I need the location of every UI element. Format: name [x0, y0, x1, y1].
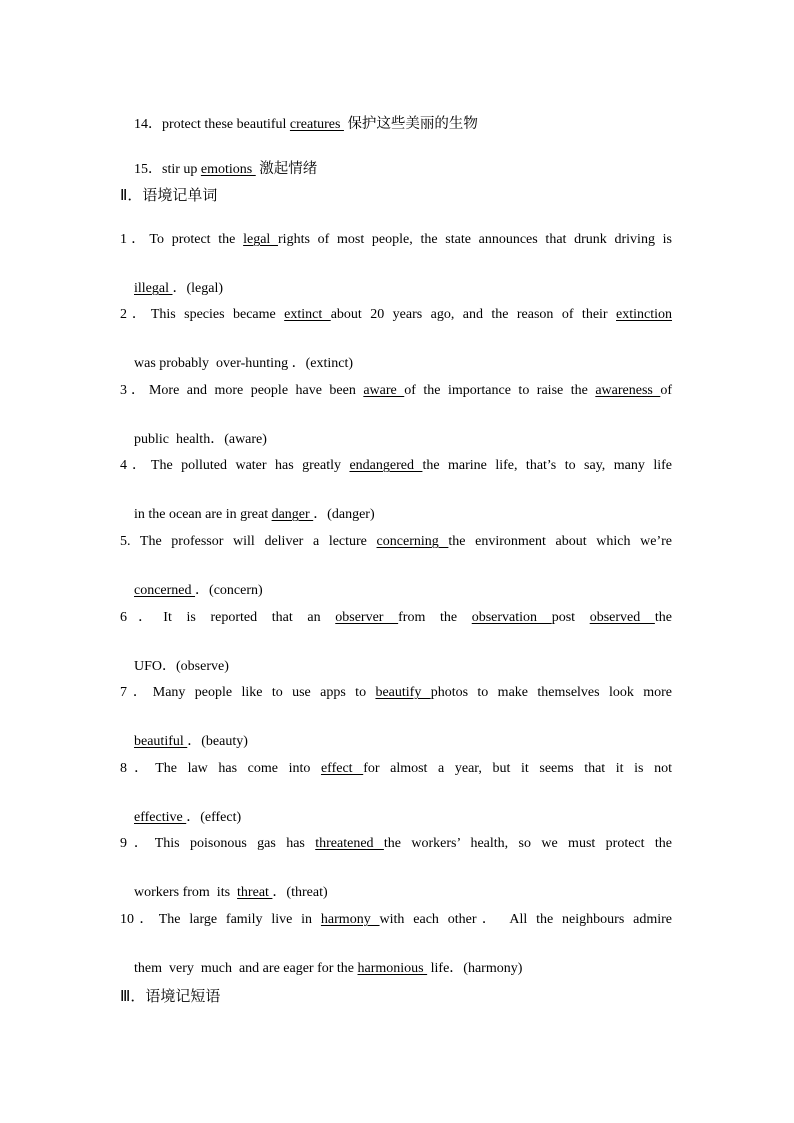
answer-blank: concerning	[376, 534, 449, 549]
question-text: ．(legal)	[172, 281, 224, 296]
question-text: 5. The professor will deliver a lecture	[120, 534, 377, 549]
answer-blank: creatures	[289, 117, 344, 132]
answer-blank: aware	[363, 383, 405, 398]
section-3-heading: Ⅲ．语境记短语	[120, 987, 221, 1005]
answer-blank: extinct	[284, 307, 331, 322]
question-text: UFO．(observe)	[134, 659, 229, 674]
question-text: 4．The polluted water has greatly	[120, 458, 350, 473]
question-5-line-1	[120, 533, 672, 551]
question-text: 2．This species became	[120, 307, 285, 322]
question-9-line-1	[120, 835, 672, 853]
answer-blank: effect	[320, 761, 364, 776]
question-text: public health．(aware)	[134, 432, 267, 447]
answer-blank: awareness	[595, 383, 661, 398]
question-10-line-1	[120, 911, 672, 929]
question-text: with each other． All the neighbours admire	[379, 912, 672, 927]
answer-blank: threat	[237, 885, 273, 900]
question-2-line-1	[120, 306, 672, 324]
question-text: in the ocean are in great	[134, 507, 272, 522]
question-text: 10．The large family live in	[120, 912, 321, 927]
item-translation: 激起情绪	[259, 161, 318, 177]
question-text: them very much and are eager for the	[134, 961, 358, 976]
question-text: photos to make themselves look more	[430, 685, 672, 700]
question-text: post	[551, 610, 590, 625]
question-text: of	[660, 383, 672, 398]
question-text: the environment about which we’re	[448, 534, 672, 549]
question-text: ．(concern)	[195, 583, 263, 598]
answer-blank: beautify	[375, 685, 431, 700]
question-3-line-1	[120, 382, 672, 400]
question-text: about 20 years ago, and the reason of their	[330, 307, 617, 322]
question-text: the marine life, that’s to say, many life	[422, 458, 672, 473]
question-text: the	[654, 610, 672, 625]
answer-blank: legal	[243, 232, 279, 247]
question-text: was probably over-hunting ．(extinct)	[134, 356, 353, 371]
answer-blank: observer	[335, 610, 399, 625]
question-4-line-1	[120, 457, 672, 475]
answer-blank: observation	[471, 610, 552, 625]
answer-blank: effective	[134, 810, 187, 825]
item-number: 15．	[134, 162, 162, 177]
question-text: 9．This poisonous gas has	[120, 836, 316, 851]
question-text: rights of most people, the state announces that drunk driving is	[278, 232, 672, 247]
question-text: for almost a year, but it seems that it is not	[363, 761, 673, 776]
question-6-line-1	[120, 609, 672, 627]
question-text: workers from its	[134, 885, 238, 900]
answer-blank: endangered	[349, 458, 423, 473]
question-text: ．(beauty)	[187, 734, 248, 749]
question-text: 1．To protect the	[120, 232, 244, 247]
answer-blank: threatened	[315, 836, 384, 851]
question-text: 8．The law has come into	[120, 761, 321, 776]
question-text: from the	[398, 610, 472, 625]
answer-blank: illegal	[134, 281, 173, 296]
item-text: protect these beautiful	[162, 117, 290, 132]
answer-blank: extinction	[616, 307, 673, 322]
question-text: 7．Many people like to use apps to	[120, 685, 376, 700]
answer-blank: concerned	[134, 583, 196, 598]
item-number: 14．	[134, 117, 162, 132]
question-text: ．(effect)	[186, 810, 242, 825]
question-text: life．(harmony)	[427, 961, 523, 976]
answer-blank: observed	[589, 610, 655, 625]
question-text: ．(threat)	[272, 885, 328, 900]
section-2-heading: Ⅱ．语境记单词	[120, 186, 218, 204]
item-text: stir up	[162, 162, 201, 177]
question-1-line-1	[120, 231, 672, 249]
question-text: 6．It is reported that an	[120, 610, 336, 625]
answer-blank: beautiful	[134, 734, 188, 749]
answer-blank: harmony	[320, 912, 380, 927]
item-translation: 保护这些美丽的生物	[347, 116, 478, 132]
question-text: of the importance to raise the	[404, 383, 596, 398]
answer-blank: danger	[271, 507, 314, 522]
answer-blank: harmonious	[357, 961, 428, 976]
question-text: ．(danger)	[313, 507, 375, 522]
answer-blank: emotions	[200, 162, 256, 177]
question-7-line-1	[120, 684, 672, 702]
question-text: the workers’ health, so we must protect the	[383, 836, 673, 851]
question-8-line-1	[120, 760, 672, 778]
question-text: 3．More and more people have been	[120, 383, 364, 398]
